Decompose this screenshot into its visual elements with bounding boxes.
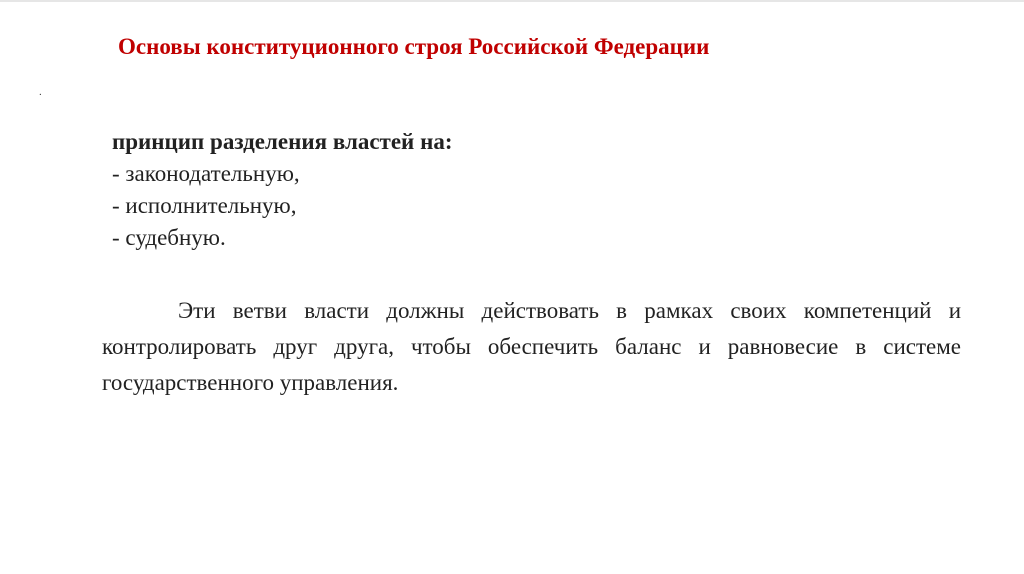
slide-title: Основы конституционного строя Российской Федерации <box>118 34 710 59</box>
top-divider <box>0 0 1024 2</box>
branch-list <box>112 158 452 254</box>
explanation-paragraph: Эти ветви власти должны действовать в рамках своих компетенций и контролировать друг друга, чтобы обеспечить баланс и равновесие в системе государственного управления. <box>102 298 961 395</box>
principle-heading: принцип разделения властей на: <box>112 129 453 154</box>
branch-item-executive: - исполнительную, <box>112 193 297 218</box>
branch-item-judicial: - судебную. <box>112 225 226 250</box>
branch-item-legislative: - законодательную, <box>112 161 300 186</box>
principle-block <box>112 126 452 254</box>
stray-mark: . <box>39 86 42 98</box>
